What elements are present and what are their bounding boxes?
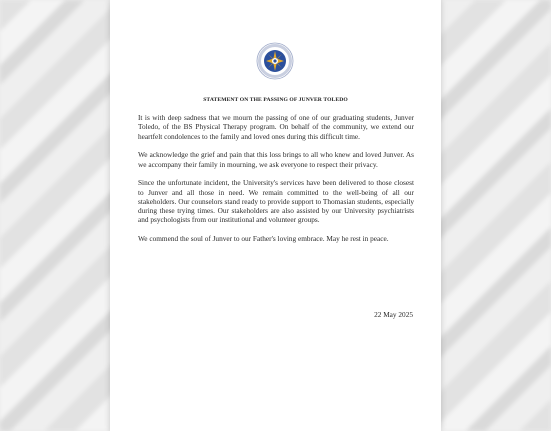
paragraph-3: Since the unfortunate incident, the University's services have been delivered to those closest to Junver and all those in need. We remain committed to the well-being of all our stakeholders. Our counselors stand ready to provide support to Thomasian students, especially during these trying times. Our stakeholders are also assisted by our University psychiatrists and psychologists from our institutional and volunteer groups. [138,178,414,225]
statement-date: 22 May 2025 [374,310,413,319]
university-seal-icon [256,42,294,80]
statement-title: STATEMENT ON THE PASSING OF JUNVER TOLEDO [203,97,348,103]
paragraph-4: We commend the soul of Junver to our Father's loving embrace. May he rest in peace. [138,234,389,244]
paragraph-2: We acknowledge the grief and pain that this loss brings to all who knew and loved Junver. As we accompany their family in mourning, we ask everyone to respect their privacy. [138,150,414,169]
statement-page [110,0,441,431]
statement-body [138,113,414,253]
paragraph-1: It is with deep sadness that we mourn the passing of one of our graduating students, Junver Toledo, of the BS Physical Therapy program. On behalf of the community, we extend our heartfelt condolences to the family and loved ones during this difficult time. [138,113,414,141]
